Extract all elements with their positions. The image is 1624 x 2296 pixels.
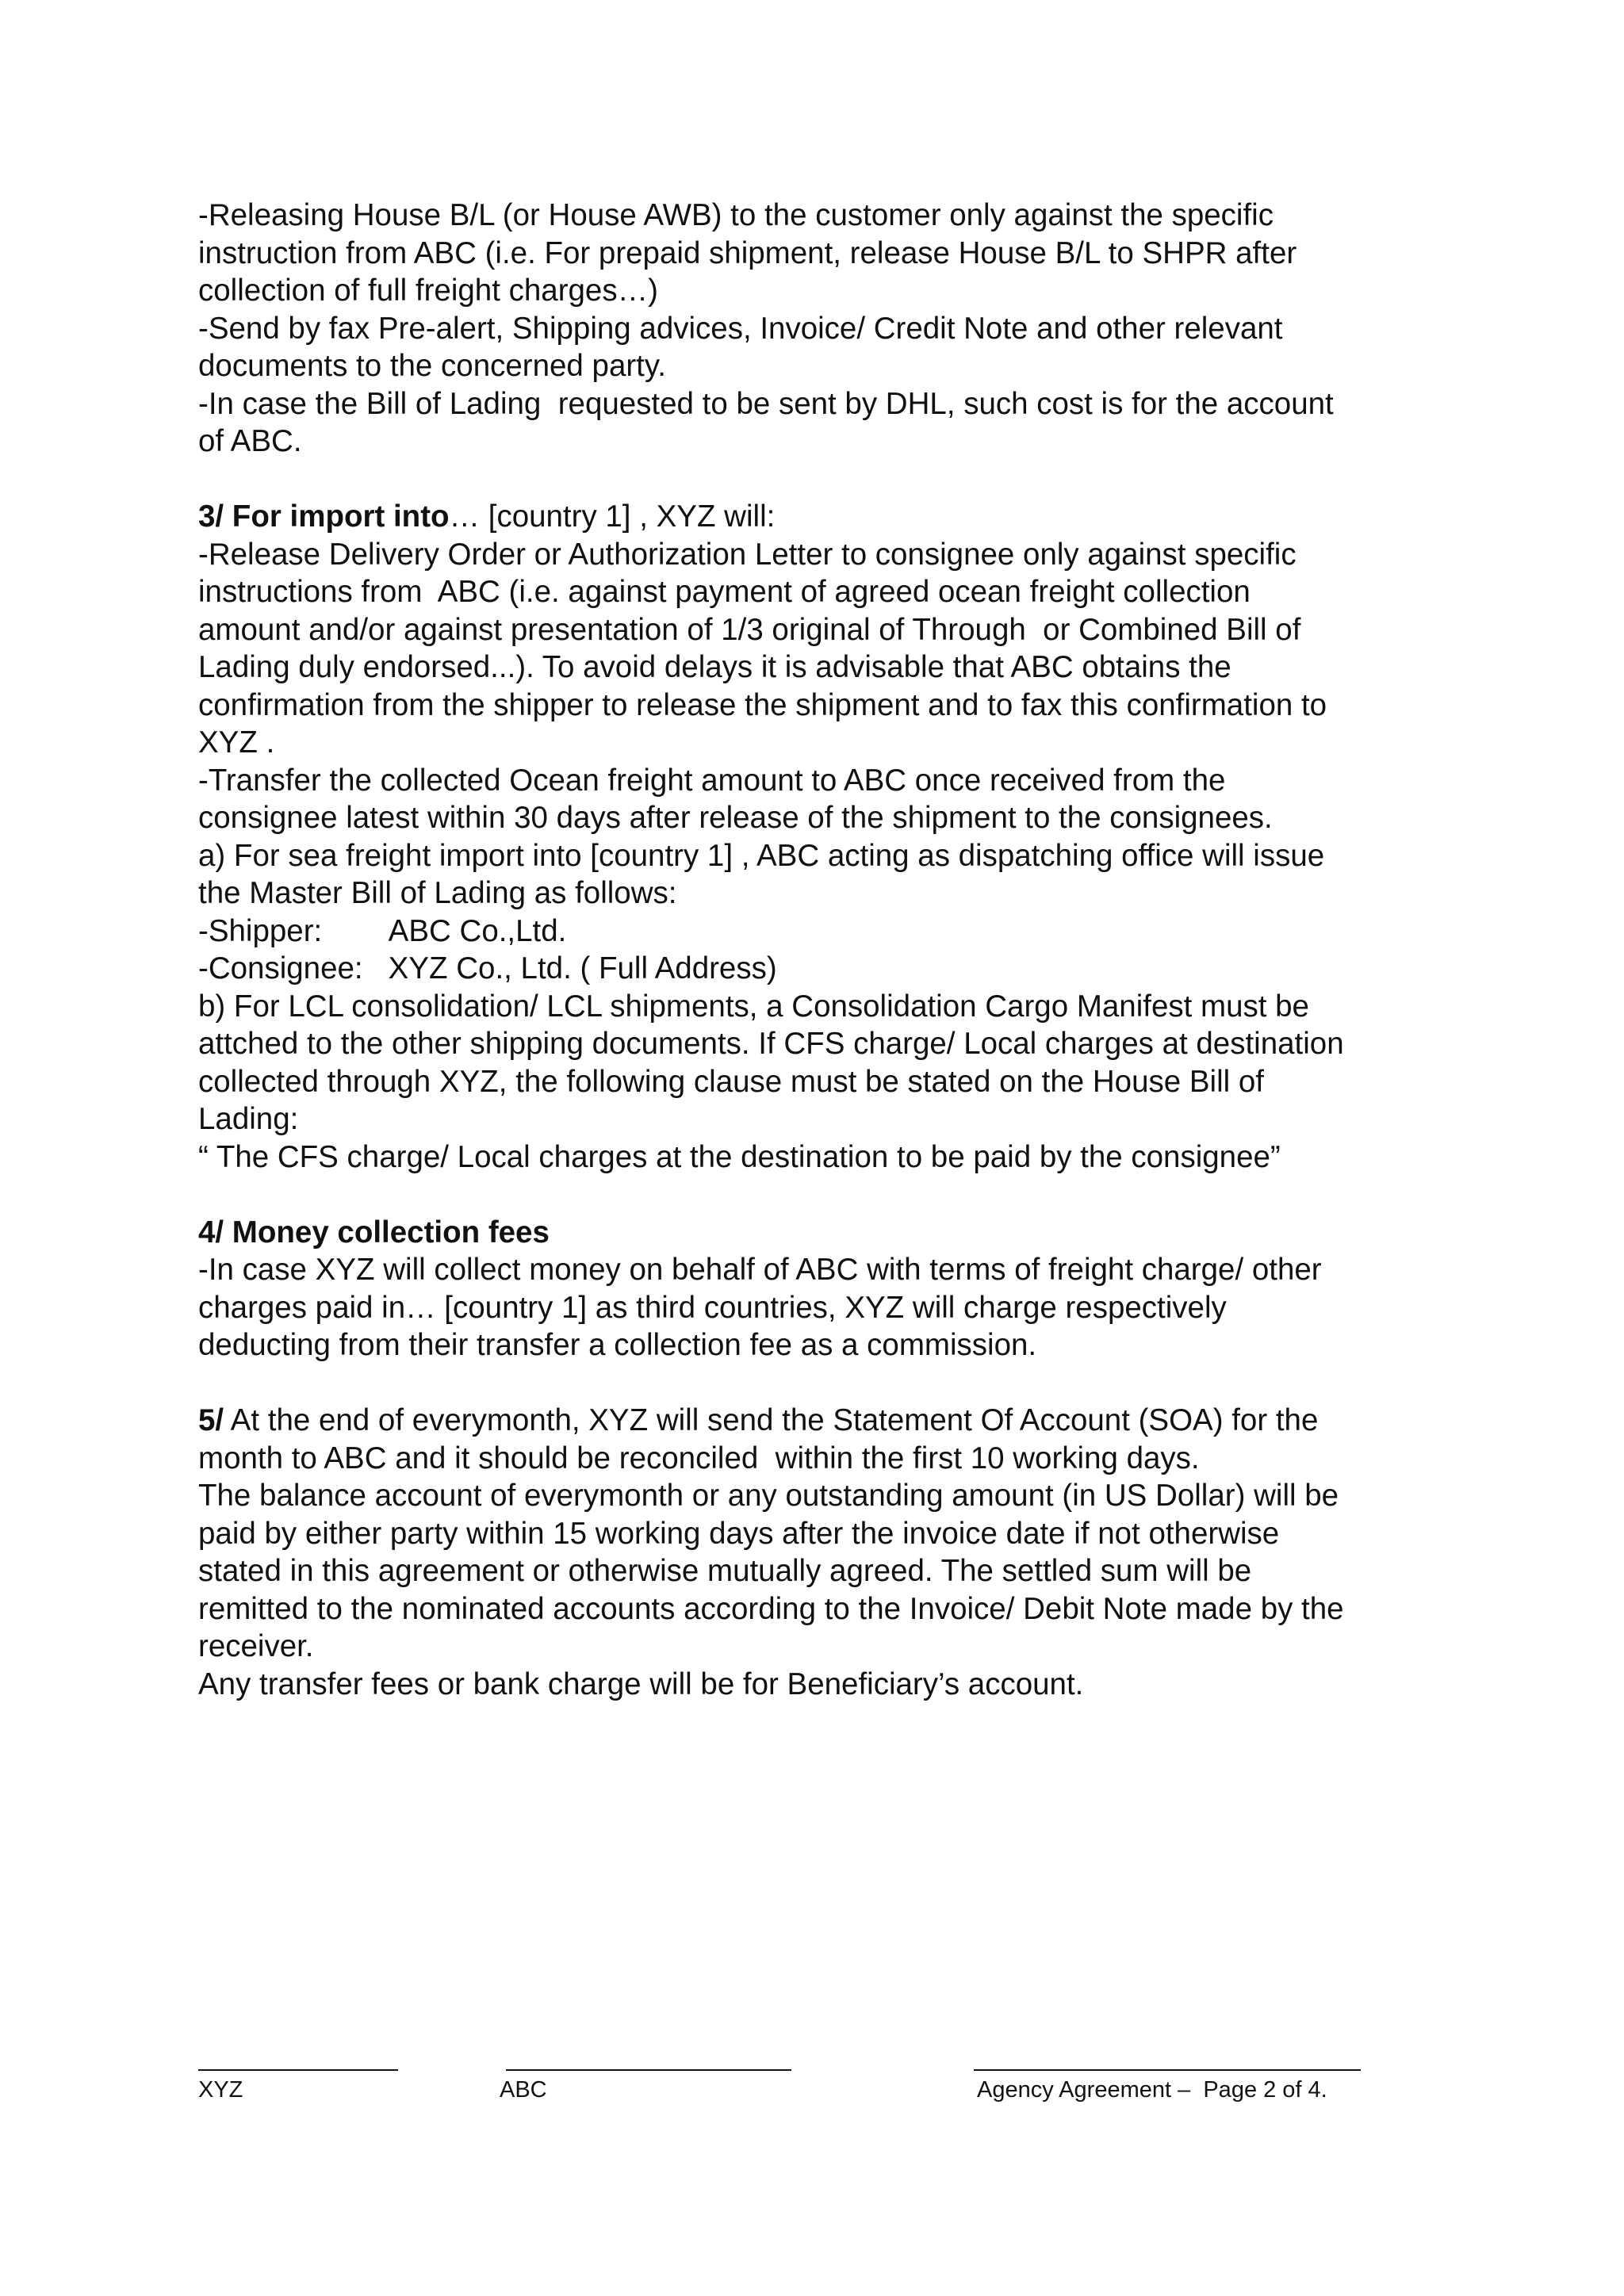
text-line: month to ABC and it should be reconciled within the first 10 working days. bbox=[198, 1441, 1200, 1475]
intro-paragraph bbox=[198, 197, 1467, 461]
text-line: confirmation from the shipper to release the shipment and to fax this confirmation to bbox=[198, 687, 1327, 722]
section-4-heading-text: 4/ Money collection fees bbox=[198, 1215, 550, 1249]
text-line: Lading: bbox=[198, 1102, 299, 1136]
signature-line-xyz bbox=[198, 2069, 398, 2071]
signature-line-footer bbox=[974, 2069, 1361, 2071]
text-line: attched to the other shipping documents. If CFS charge/ Local charges at destination bbox=[198, 1027, 1344, 1061]
footer-page-label: Agency Agreement – Page 2 of 4. bbox=[977, 2077, 1327, 2103]
text-line: collection of full freight charges…) bbox=[198, 274, 658, 308]
text-line: -Shipper: ABC Co.,Ltd. bbox=[198, 913, 567, 948]
text-line: documents to the concerned party. bbox=[198, 349, 666, 383]
signature-line-abc bbox=[506, 2069, 791, 2071]
text-line: -Transfer the collected Ocean freight amount to ABC once received from the bbox=[198, 763, 1226, 798]
document-body bbox=[198, 197, 1467, 1703]
text-line: remitted to the nominated accounts according to the Invoice/ Debit Note made by the bbox=[198, 1591, 1344, 1626]
text-line: -Consignee: XYZ Co., Ltd. ( Full Address) bbox=[198, 951, 777, 985]
section-5 bbox=[198, 1402, 1467, 1703]
text-line: consignee latest within 30 days after release of the shipment to the consignees. bbox=[198, 801, 1273, 835]
text-line: receiver. bbox=[198, 1629, 314, 1663]
text-line: charges paid in… [country 1] as third countries, XYZ will charge respectively bbox=[198, 1290, 1227, 1325]
paragraph-spacer bbox=[198, 1364, 1467, 1402]
text-line: Lading duly endorsed...). To avoid delays it is advisable that ABC obtains the bbox=[198, 650, 1231, 684]
text-line: The balance account of everymonth or any outstanding amount (in US Dollar) will be bbox=[198, 1479, 1339, 1513]
text-line: “ The CFS charge/ Local charges at the destination to be paid by the consignee” bbox=[198, 1139, 1281, 1174]
section-5-heading: 5/ bbox=[198, 1403, 224, 1437]
footer-abc-label: ABC bbox=[500, 2077, 547, 2103]
text-line: instructions from ABC (i.e. against payment of agreed ocean freight collection bbox=[198, 575, 1251, 609]
text-line: -Send by fax Pre-alert, Shipping advices, Invoice/ Credit Note and other relevant bbox=[198, 311, 1283, 346]
text-line: a) For sea freight import into [country 1] , ABC acting as dispatching office will issue bbox=[198, 838, 1325, 873]
paragraph-spacer bbox=[198, 1176, 1467, 1214]
section-3-heading bbox=[198, 498, 1467, 536]
section-4 bbox=[198, 1214, 1467, 1364]
text-line: XYZ . bbox=[198, 725, 275, 760]
section-3 bbox=[198, 498, 1467, 1176]
text-line: -Release Delivery Order or Authorization Letter to consignee only against specific bbox=[198, 537, 1297, 572]
section-3-heading-bold: 3/ For import into bbox=[198, 499, 450, 534]
text-line: -In case XYZ will collect money on behalf of ABC with terms of freight charge/ other bbox=[198, 1253, 1322, 1287]
section-5-first-line-text: At the end of everymonth, XYZ will send the Statement Of Account (SOA) for the bbox=[224, 1403, 1319, 1437]
paragraph-spacer bbox=[198, 461, 1467, 499]
text-line: the Master Bill of Lading as follows: bbox=[198, 876, 677, 910]
text-line: stated in this agreement or otherwise mutually agreed. The settled sum will be bbox=[198, 1554, 1252, 1588]
section-3-heading-rest: … [country 1] , XYZ will: bbox=[449, 499, 776, 534]
text-line: amount and/or against presentation of 1/3 original of Through or Combined Bill of bbox=[198, 612, 1301, 647]
text-line: of ABC. bbox=[198, 424, 302, 458]
text-line: b) For LCL consolidation/ LCL shipments, a Consolidation Cargo Manifest must be bbox=[198, 989, 1309, 1024]
section-5-first-line bbox=[198, 1402, 1467, 1440]
text-line: -Releasing House B/L (or House AWB) to the customer only against the specific bbox=[198, 198, 1274, 232]
section-4-heading bbox=[198, 1214, 1467, 1252]
text-line: -In case the Bill of Lading requested to be sent by DHL, such cost is for the account bbox=[198, 386, 1334, 421]
text-line: Any transfer fees or bank charge will be for Beneficiary’s account. bbox=[198, 1667, 1084, 1701]
footer-xyz-label: XYZ bbox=[198, 2077, 243, 2103]
text-line: instruction from ABC (i.e. For prepaid shipment, release House B/L to SHPR after bbox=[198, 235, 1297, 270]
text-line: deducting from their transfer a collection fee as a commission. bbox=[198, 1328, 1037, 1362]
text-line: collected through XYZ, the following clause must be stated on the House Bill of bbox=[198, 1064, 1264, 1099]
text-line: paid by either party within 15 working days after the invoice date if not otherwise bbox=[198, 1516, 1280, 1551]
